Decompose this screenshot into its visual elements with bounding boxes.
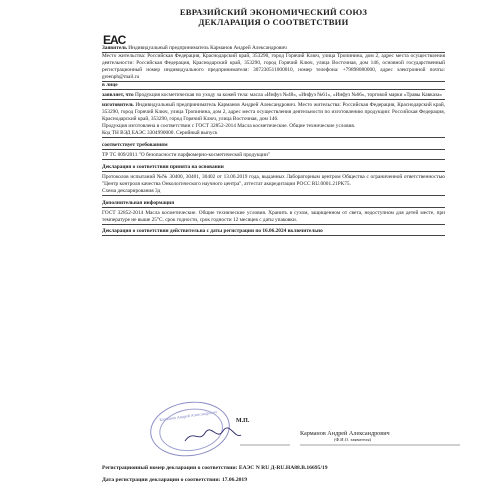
basis-title: Декларация о соответствии принята на основании: [102, 164, 445, 172]
manufacturer-label: изготовитель: [102, 102, 134, 108]
reg-number: ЕАЭС N RU Д-RU.HA88.B.16695/19: [238, 465, 328, 471]
manufacturer-value: Индивидуальный предприниматель Карманов Андрей Александрович. Место жительства: Российская Федерация, Краснодарский край, 353290, город Горячий Ключ, улица Тропинина, дом 2, адрес места осуществления деятельности по изготовлению продукции: Российская Федерация, Краснодарский край, 353290, город Горячий Ключ, улица Восточная, дом 146.: [102, 102, 446, 122]
eac-logo: EAC: [103, 33, 126, 47]
requirements-value: ТР ТС 009/2011 "О безопасности парфюмерно-косметической продукции": [102, 152, 445, 160]
in-person-label: в лице: [102, 82, 445, 90]
product-code: Код ТН ВЭД ЕАЭС 3304990000. Серийный выпуск: [102, 130, 445, 138]
union-title: ЕВРАЗИЙСКИЙ ЭКОНОМИЧЕСКИЙ СОЮЗ: [179, 7, 368, 17]
basis-value: Протоколов испытаний №№ 30400, 30401, 30402 от 13.06.2019 года, выданных Лабораторным центром Общества с ограниченной ответственностью "Центр контроля качества Онкологического научного центра", аттестат аккредитации РОСС RU.0001.21РК75.: [102, 174, 445, 187]
signatory-name: Карманов Андрей Александрович: [300, 430, 390, 437]
signature-scribble: [183, 427, 243, 445]
basis-scheme: Схема декларирования 3д: [102, 188, 445, 196]
reg-number-label: Регистрационный номер декларации о соответствии:: [102, 465, 238, 471]
additional-title: Дополнительная информация: [102, 200, 445, 208]
applicant-label: Заявитель: [102, 45, 127, 51]
document-title: ДЕКЛАРАЦИЯ О СООТВЕТСТВИИ: [198, 17, 349, 27]
reg-date-label: Дата регистрации декларации о соответствии:: [102, 477, 221, 483]
declares-section: [102, 92, 445, 100]
registration-block: [102, 462, 328, 486]
validity-line: [102, 228, 445, 236]
signatory-caption: (Ф.И.О. заявителя): [334, 437, 371, 442]
validity-date: 16.06.2024 включительно: [262, 228, 323, 234]
applicant-section: [102, 45, 445, 90]
manufacturer-section: [102, 102, 445, 138]
validity-prefix: Декларация о соответствии действительна с даты регистрации по: [102, 228, 262, 234]
requirements-title: соответствует требованиям: [102, 142, 445, 150]
applicant-value: Индивидуальный предприниматель Карманов Андрей Александрович: [128, 45, 287, 51]
mp-label: М.П.: [236, 418, 250, 424]
reg-date: 17.06.2019: [221, 477, 247, 483]
applicant-details: Место жительства: Российская Федерация, Краснодарский край, 353290, город Горячий Ключ, улица Тропинина, дом 2, адрес места осуществления деятельности: Российская Федерация, Краснодарский край, 353290, город Горячий Ключ, улица Восточная, дом 146, основной государственный регистрационный номер индивидуального предпринимателя: 307230511000010, номер телефона: +79898080000, адрес электронной почты: greenph@mail.ru: [102, 53, 445, 80]
seal-text: Карманов Андрей Александрович: [159, 409, 218, 423]
additional-value: ГОСТ 32852-2014 Масла косметические. Общие технические условия. Хранить в сухом, защищенном от света, недоступном для детей месте, при температуре не выше 25°С. срок годности, срок годности 12 месяцев с даты упаковки.: [102, 210, 445, 223]
declares-value: Продукция косметическая по уходу за кожей тела: масла «Инфуз №48», «Инфуз №61», «Инфуз №66», торговой марки «Травы Кавказа»: [134, 92, 443, 98]
declares-label: заявляет, что: [102, 92, 134, 98]
manufacturer-standard: Продукция изготовлена в соответствии с ГОСТ 32852-2014 Масла косметические. Общие технические условия.: [102, 123, 356, 129]
